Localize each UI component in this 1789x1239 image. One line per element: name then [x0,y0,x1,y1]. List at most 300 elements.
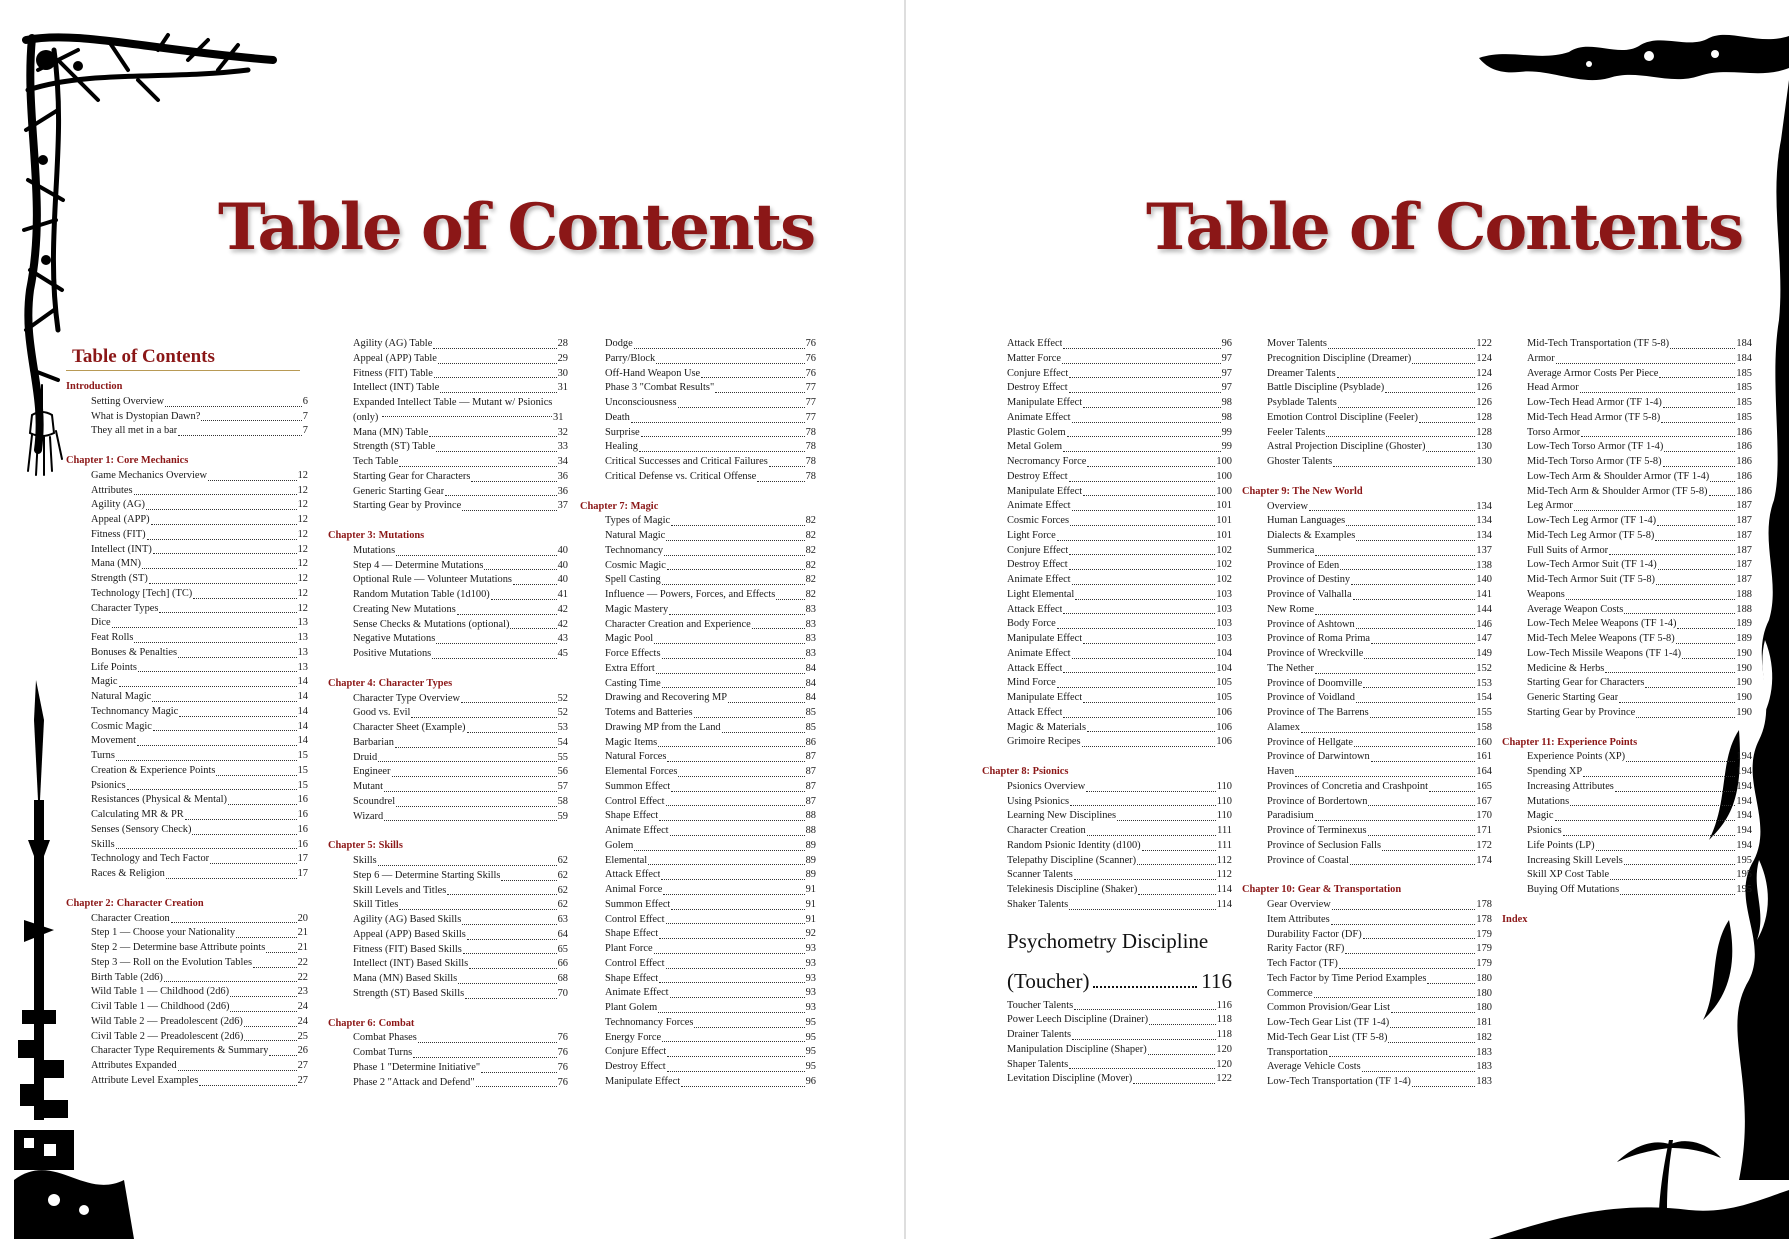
toc-entry[interactable] [580,1045,816,1060]
entry-page-number: 42 [557,618,568,630]
toc-entry[interactable] [1242,691,1492,706]
toc-entry[interactable] [982,854,1232,869]
toc-entry[interactable] [328,1076,568,1091]
featured-entry-psychometry[interactable] [982,927,1232,995]
toc-entry[interactable] [1502,780,1752,795]
toc-entry[interactable] [328,706,568,721]
toc-entry[interactable] [66,705,308,720]
toc-entry[interactable] [328,884,568,899]
toc-entry[interactable] [1242,928,1492,943]
toc-entry[interactable] [982,780,1232,795]
toc-entry[interactable] [66,912,308,927]
toc-entry[interactable] [1502,617,1752,632]
entry-page-number: 82 [805,589,816,600]
toc-entry[interactable] [982,1072,1232,1087]
toc-entry[interactable] [66,956,308,971]
toc-entry[interactable] [580,883,816,898]
toc-entry[interactable] [982,824,1232,839]
dot-leader [656,673,805,674]
toc-entry[interactable] [1502,706,1752,721]
toc-entry[interactable] [1242,1016,1492,1031]
toc-entry[interactable] [1242,337,1492,352]
toc-entry[interactable] [982,632,1232,647]
toc-entry[interactable] [66,661,308,676]
toc-entry[interactable] [580,573,816,588]
entry-title: Animal Force [605,884,663,895]
toc-entry[interactable] [1502,573,1752,588]
chapter-heading[interactable]: Chapter 4: Character Types [328,677,453,689]
toc-entry[interactable] [1242,647,1492,662]
toc-entry[interactable] [1502,544,1752,559]
toc-entry[interactable] [1242,824,1492,839]
toc-entry[interactable] [66,867,308,882]
dot-leader [384,791,557,792]
toc-entry[interactable] [1242,632,1492,647]
toc-entry[interactable] [580,426,816,441]
toc-entry[interactable] [580,559,816,574]
toc-entry[interactable] [328,795,568,810]
toc-entry[interactable] [982,647,1232,662]
entry-title: Dreamer Talents [1267,367,1336,379]
entry-title: Ghoster Talents [1267,456,1333,467]
toc-entry[interactable] [1242,396,1492,411]
toc-entry[interactable] [982,588,1232,603]
toc-entry[interactable] [328,1031,568,1046]
toc-entry[interactable] [580,396,816,411]
toc-entry[interactable] [1502,367,1752,382]
toc-entry[interactable] [982,367,1232,382]
chapter-heading[interactable]: Chapter 6: Combat [328,1017,415,1029]
toc-entry[interactable] [1242,559,1492,574]
toc-entry[interactable] [1242,588,1492,603]
toc-entry[interactable] [982,706,1232,721]
toc-entry[interactable] [1242,529,1492,544]
toc-entry[interactable] [580,868,816,883]
entry-page-number: 110 [1216,795,1232,807]
toc-entry[interactable] [580,972,816,987]
toc-entry[interactable] [580,470,816,485]
toc-entry[interactable] [66,1015,308,1030]
toc-entry[interactable] [982,514,1232,529]
toc-entry[interactable] [1242,662,1492,677]
toc-entry[interactable] [328,647,568,662]
toc-entry[interactable] [328,1061,568,1076]
toc-entry[interactable] [1242,721,1492,736]
toc-entry[interactable] [982,1058,1232,1073]
toc-entry[interactable] [1502,839,1752,854]
toc-entry[interactable] [580,721,816,736]
toc-entry[interactable] [580,647,816,662]
toc-entry[interactable] [982,558,1232,573]
toc-entry[interactable] [982,1043,1232,1058]
toc-entry[interactable] [1502,411,1752,426]
toc-entry[interactable] [66,675,308,690]
toc-entry[interactable] [66,793,308,808]
chapter-heading[interactable]: Index [1502,913,1528,925]
toc-entry[interactable] [1502,381,1752,396]
toc-entry[interactable] [1242,854,1492,869]
toc-entry[interactable] [1502,676,1752,691]
toc-entry[interactable] [580,780,816,795]
toc-entry[interactable] [982,337,1232,352]
toc-entry[interactable] [66,543,308,558]
toc-entry[interactable] [580,1016,816,1031]
toc-entry[interactable] [982,883,1232,898]
toc-entry[interactable] [66,484,308,499]
toc-entry[interactable] [982,544,1232,559]
toc-entry[interactable] [982,795,1232,810]
toc-entry[interactable] [66,823,308,838]
toc-entry[interactable] [1242,809,1492,824]
toc-entry[interactable] [580,765,816,780]
dot-leader [1566,599,1736,600]
toc-entry[interactable] [580,913,816,928]
toc-entry[interactable] [328,898,568,913]
toc-entry[interactable] [580,1060,816,1075]
toc-entry[interactable] [66,941,308,956]
toc-entry[interactable] [982,898,1232,913]
dot-leader [1072,1039,1216,1040]
chapter-heading[interactable]: Chapter 3: Mutations [328,530,425,541]
entry-page-number: 57 [557,781,568,792]
toc-entry[interactable] [580,1031,816,1046]
toc-entry[interactable] [1242,367,1492,382]
toc-entry[interactable] [66,424,308,439]
toc-entry[interactable] [1242,706,1492,721]
toc-entry[interactable] [328,632,568,647]
toc-entry[interactable] [982,529,1232,544]
entry-page-number: 29 [557,352,568,364]
toc-entry[interactable] [1502,854,1752,869]
toc-entry[interactable] [1502,470,1752,485]
toc-entry[interactable] [580,440,816,455]
toc-entry[interactable] [66,513,308,528]
chapter-heading[interactable]: Chapter 2: Character Creation [66,897,204,909]
toc-entry[interactable] [1242,736,1492,751]
toc-entry[interactable] [66,926,308,941]
chapter-heading[interactable]: Chapter 10: Gear & Transportation [1242,884,1402,896]
toc-entry[interactable] [580,706,816,721]
toc-entry[interactable] [1242,957,1492,972]
toc-entry[interactable] [1502,396,1752,411]
toc-entry[interactable] [982,485,1232,500]
toc-entry[interactable] [66,1074,308,1089]
toc-entry[interactable] [1502,455,1752,470]
toc-entry[interactable] [1242,500,1492,515]
toc-entry[interactable] [66,779,308,794]
toc-entry[interactable] [328,721,568,736]
toc-entry[interactable] [1502,440,1752,455]
chapter-heading[interactable]: Chapter 9: The New World [1242,485,1363,497]
toc-entry[interactable] [1502,765,1752,780]
toc-entry[interactable] [1502,485,1752,500]
toc-entry[interactable] [580,824,816,839]
entry-title: Sense Checks & Mutations (optional) [353,618,510,630]
chapter-heading[interactable]: Introduction [66,381,123,392]
toc-entry[interactable] [328,485,568,500]
toc-entry[interactable] [328,751,568,766]
toc-entry[interactable] [1242,1001,1492,1016]
toc-entry[interactable] [66,985,308,1000]
toc-entry[interactable] [328,396,568,426]
toc-entry[interactable] [982,455,1232,470]
toc-entry[interactable] [1242,972,1492,987]
toc-entry[interactable] [982,868,1232,883]
dot-leader [1340,569,1475,570]
toc-entry[interactable] [982,691,1232,706]
toc-entry[interactable] [1502,868,1752,883]
toc-entry[interactable] [1502,647,1752,662]
toc-entry[interactable] [580,898,816,913]
dot-leader [1368,805,1475,806]
toc-entry[interactable] [1242,913,1492,928]
toc-entry[interactable] [328,559,568,574]
toc-entry[interactable] [66,410,308,425]
toc-entry[interactable] [66,528,308,543]
toc-entry[interactable] [982,440,1232,455]
toc-entry[interactable] [1502,750,1752,765]
toc-entry[interactable] [66,838,308,853]
toc-entry[interactable] [66,616,308,631]
toc-entry[interactable] [1242,765,1492,780]
toc-entry[interactable] [982,999,1232,1014]
toc-entry[interactable] [982,573,1232,588]
toc-entry[interactable] [66,971,308,986]
toc-entry[interactable] [982,470,1232,485]
toc-entry[interactable] [1502,558,1752,573]
toc-entry[interactable] [982,617,1232,632]
toc-entry[interactable] [580,662,816,677]
toc-entry[interactable] [1242,987,1492,1002]
toc-entry[interactable] [66,631,308,646]
toc-entry[interactable] [982,735,1232,750]
entry-page-number: 12 [297,587,308,599]
toc-entry[interactable] [66,852,308,867]
toc-entry[interactable] [982,381,1232,396]
toc-entry[interactable] [328,381,568,396]
chapter-heading[interactable]: Chapter 5: Skills [328,840,403,852]
toc-entry[interactable] [982,809,1232,824]
toc-entry[interactable] [580,839,816,854]
toc-entry[interactable] [982,839,1232,854]
toc-entry[interactable] [580,514,816,529]
toc-entry[interactable] [66,557,308,572]
toc-entry[interactable] [580,529,816,544]
toc-entry[interactable] [1242,618,1492,633]
toc-entry[interactable] [328,603,568,618]
toc-entry[interactable] [580,455,816,470]
toc-entry[interactable] [580,352,816,367]
toc-entry[interactable] [1242,898,1492,913]
chapter-heading[interactable]: Chapter 1: Core Mechanics [66,455,189,466]
toc-entry[interactable] [1502,632,1752,647]
toc-entry[interactable] [66,690,308,705]
toc-entry[interactable] [982,603,1232,618]
toc-entry[interactable] [580,337,816,352]
toc-entry[interactable] [580,750,816,765]
toc-entry[interactable] [328,957,568,972]
toc-entry[interactable] [580,854,816,869]
toc-entry[interactable] [1242,1031,1492,1046]
entry-page-number: 146 [1476,618,1492,630]
toc-entry[interactable] [1242,795,1492,810]
toc-entry[interactable] [328,426,568,441]
toc-entry[interactable] [580,927,816,942]
toc-entry[interactable] [580,809,816,824]
toc-entry[interactable] [66,602,308,617]
chapter-heading[interactable]: Chapter 11: Experience Points [1502,736,1638,748]
dot-leader [116,760,297,761]
toc-entry[interactable] [66,469,308,484]
toc-entry[interactable] [1502,514,1752,529]
toc-entry[interactable] [328,544,568,559]
toc-entry[interactable] [1242,839,1492,854]
toc-entry[interactable] [66,572,308,587]
toc-entry[interactable] [66,498,308,513]
toc-entry[interactable] [328,367,568,382]
chapter-heading[interactable]: Chapter 8: Psionics [982,766,1069,777]
entry-page-number: 78 [805,441,816,453]
toc-entry[interactable] [328,765,568,780]
toc-entry[interactable] [580,632,816,647]
toc-entry[interactable] [328,972,568,987]
toc-entry[interactable] [1502,603,1752,618]
toc-entry[interactable] [982,352,1232,367]
toc-entry[interactable] [982,1013,1232,1028]
toc-entry[interactable] [1502,795,1752,810]
toc-entry[interactable] [580,986,816,1001]
toc-entry[interactable] [1502,809,1752,824]
toc-entry[interactable] [1242,573,1492,588]
toc-entry[interactable] [1502,426,1752,441]
toc-entry[interactable] [66,646,308,661]
toc-entry[interactable] [328,928,568,943]
toc-entry[interactable] [328,987,568,1002]
toc-entry[interactable] [1502,529,1752,544]
dot-leader [1356,628,1476,629]
toc-entry[interactable] [66,1030,308,1045]
toc-entry[interactable] [1502,588,1752,603]
toc-entry[interactable] [328,913,568,928]
toc-entry[interactable] [66,1059,308,1074]
toc-entry[interactable] [1242,544,1492,559]
toc-entry[interactable] [328,736,568,751]
toc-entry[interactable] [1242,1046,1492,1061]
toc-entry[interactable] [1242,426,1492,441]
toc-entry[interactable] [580,618,816,633]
toc-entry[interactable] [328,810,568,825]
toc-entry[interactable] [1242,455,1492,470]
toc-entry[interactable] [328,854,568,869]
toc-entry[interactable] [1502,352,1752,367]
toc-entry[interactable] [1242,440,1492,455]
toc-entry[interactable] [580,1075,816,1090]
toc-entry[interactable] [66,587,308,602]
toc-entry[interactable] [328,499,568,514]
toc-entry[interactable] [328,440,568,455]
toc-entry[interactable] [66,720,308,735]
toc-entry[interactable] [66,1000,308,1015]
toc-entry[interactable] [1242,942,1492,957]
toc-entry[interactable] [580,795,816,810]
toc-entry[interactable] [982,1028,1232,1043]
toc-entry[interactable] [328,943,568,958]
toc-entry[interactable] [1242,411,1492,426]
toc-entry[interactable] [982,662,1232,677]
dot-leader [1412,363,1475,364]
toc-entry[interactable] [580,736,816,751]
toc-entry[interactable] [328,455,568,470]
toc-entry[interactable] [580,544,816,559]
toc-entry[interactable] [1242,603,1492,618]
toc-entry[interactable] [1502,499,1752,514]
toc-entry[interactable] [328,588,568,603]
toc-entry[interactable] [982,499,1232,514]
toc-entry[interactable] [1502,883,1752,898]
toc-entry[interactable] [1502,337,1752,352]
toc-entry[interactable] [328,618,568,633]
toc-entry[interactable] [66,749,308,764]
chapter-heading[interactable]: Chapter 7: Magic [580,500,659,512]
toc-entry[interactable] [328,470,568,485]
toc-entry[interactable] [66,1044,308,1059]
toc-entry[interactable] [1242,1075,1492,1090]
toc-entry[interactable] [328,352,568,367]
toc-entry[interactable] [580,957,816,972]
toc-entry[interactable] [580,677,816,692]
toc-entry[interactable] [66,395,308,410]
toc-entry[interactable] [580,381,816,396]
toc-entry[interactable] [1242,381,1492,396]
entry-page-number: 76 [557,1047,568,1058]
toc-entry[interactable] [328,869,568,884]
toc-entry[interactable] [1242,514,1492,529]
entry-title: Rarity Factor (RF) [1267,943,1345,955]
toc-entry[interactable] [1502,824,1752,839]
toc-entry[interactable] [982,426,1232,441]
toc-entry[interactable] [66,808,308,823]
toc-entry[interactable] [66,734,308,749]
toc-entry[interactable] [580,411,816,426]
toc-entry[interactable] [982,721,1232,736]
toc-entry[interactable] [1242,352,1492,367]
toc-entry[interactable] [580,691,816,706]
entry-title: Strength (ST) Based Skills [353,987,465,999]
toc-entry[interactable] [328,337,568,352]
toc-entry[interactable] [982,396,1232,411]
toc-entry[interactable] [1502,691,1752,706]
toc-entry[interactable] [328,780,568,795]
entry-title: Phase 1 "Determine Initiative" [353,1061,481,1073]
toc-entry[interactable] [328,692,568,707]
toc-entry[interactable] [1242,750,1492,765]
dot-leader [142,568,297,569]
toc-entry[interactable] [580,942,816,957]
toc-entry[interactable] [580,603,816,618]
toc-entry[interactable] [982,676,1232,691]
toc-entry[interactable] [1242,780,1492,795]
toc-entry[interactable] [580,1001,816,1016]
toc-entry[interactable] [1242,1060,1492,1075]
toc-entry[interactable] [580,367,816,382]
toc-entry[interactable] [1242,677,1492,692]
toc-entry[interactable] [328,573,568,588]
toc-entry[interactable] [982,411,1232,426]
toc-entry[interactable] [580,588,816,603]
toc-entry[interactable] [328,1046,568,1061]
toc-entry[interactable] [1502,662,1752,677]
toc-entry[interactable] [66,764,308,779]
